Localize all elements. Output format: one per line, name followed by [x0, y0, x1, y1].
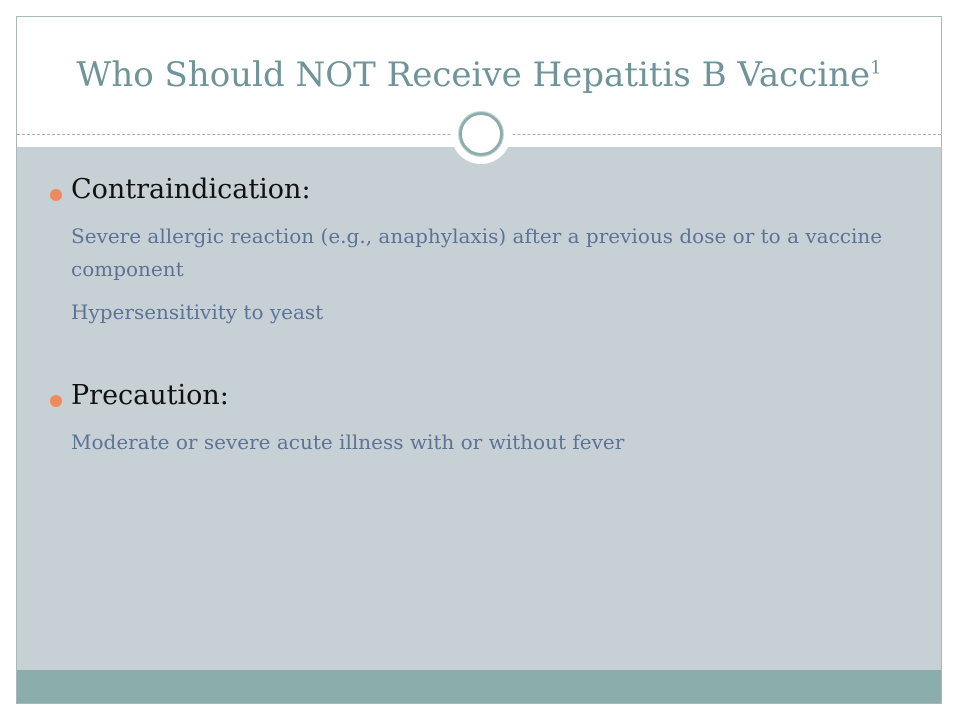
list-item: Severe allergic reaction (e.g., anaphylaxis) after a previous dose or to a vaccine component [71, 224, 883, 281]
content-area [17, 147, 941, 672]
section-heading: Contraindication: [71, 174, 311, 205]
decorative-ring-icon [451, 104, 511, 164]
title-footnote-marker: 1 [870, 57, 882, 79]
ring-inner [459, 112, 503, 156]
footer-bar [17, 670, 941, 703]
list-item: Hypersensitivity to yeast [71, 300, 324, 324]
slide [16, 16, 942, 704]
section-heading: Precaution: [71, 380, 229, 411]
bullet-dot-icon [50, 395, 62, 407]
list-item: Moderate or severe acute illness with or without fever [71, 430, 625, 454]
bullet-dot-icon [50, 189, 62, 201]
slide-title-text: Who Should NOT Receive Hepatitis B Vaccine [76, 55, 871, 95]
slide-title [17, 55, 941, 95]
